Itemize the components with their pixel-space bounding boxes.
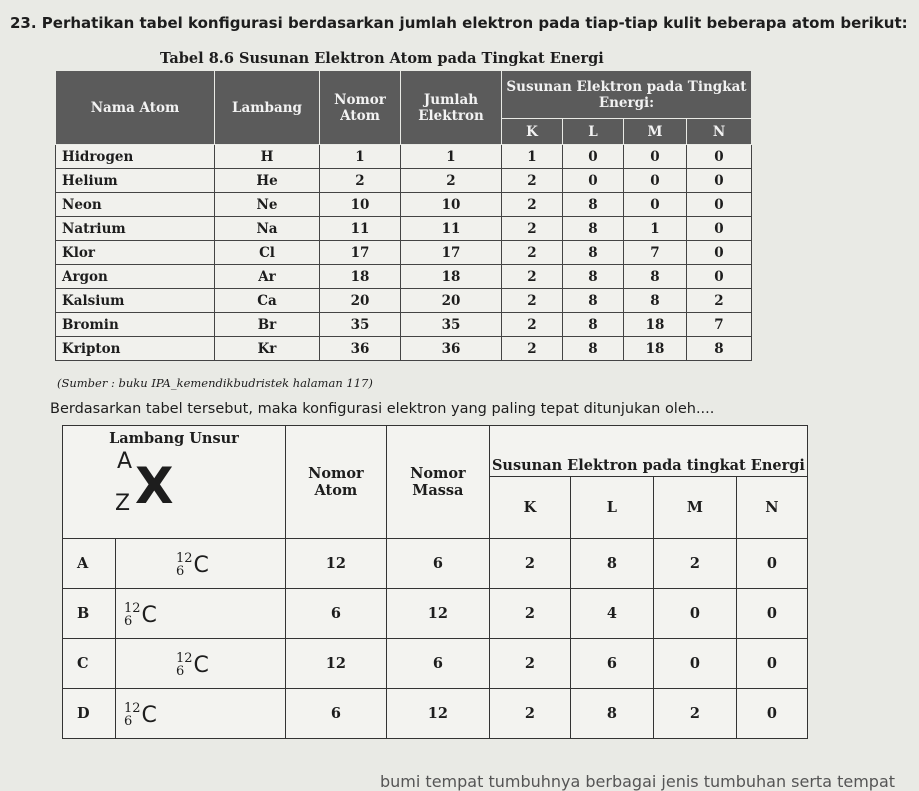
option-shell-m: 2	[653, 689, 736, 739]
table-cell: 2	[502, 337, 563, 361]
option-shell-n: 0	[736, 689, 807, 739]
table-cell: 35	[401, 313, 502, 337]
nuclide-element: C	[141, 602, 157, 628]
col-header-name: Nama Atom	[56, 71, 215, 145]
table-cell: 7	[687, 313, 752, 337]
col-header-m: M	[653, 477, 736, 539]
table-row	[56, 265, 752, 289]
table-cell: 2	[502, 217, 563, 241]
table-cell: Natrium	[56, 217, 215, 241]
col-header-energy-levels: Susunan Elektron pada tingkat Energi	[489, 426, 807, 477]
electron-config-reference-table	[55, 70, 752, 361]
table-cell: 2	[502, 289, 563, 313]
table-cell: 11	[320, 217, 401, 241]
col-header-m: M	[624, 119, 687, 145]
option-nuclide	[116, 639, 286, 689]
table-cell: 35	[320, 313, 401, 337]
option-mass-number: 6	[386, 639, 489, 689]
table-cell: Klor	[56, 241, 215, 265]
col-header-n: N	[736, 477, 807, 539]
col-header-k: K	[489, 477, 570, 539]
table-cell: Bromin	[56, 313, 215, 337]
option-shell-n: 0	[736, 639, 807, 689]
table-caption: Tabel 8.6 Susunan Elektron Atom pada Tingkat Energi	[160, 50, 604, 67]
table-cell: 0	[624, 169, 687, 193]
table-cell: 20	[320, 289, 401, 313]
question-prompt: Berdasarkan tabel tersebut, maka konfigurasi elektron yang paling tepat ditunjukan oleh....	[50, 401, 715, 417]
table-cell: 36	[320, 337, 401, 361]
option-mass-number: 12	[386, 589, 489, 639]
cut-off-text: bumi tempat tumbuhnya berbagai jenis tumbuhan serta tempat	[380, 772, 896, 791]
col-header-k: K	[502, 119, 563, 145]
table-cell: 8	[624, 289, 687, 313]
table-cell: 2	[401, 169, 502, 193]
table-row	[56, 337, 752, 361]
table-cell: 2	[502, 265, 563, 289]
table-cell: 0	[563, 145, 624, 169]
option-shell-k: 2	[489, 689, 570, 739]
nuclide-atomic: 6	[124, 614, 133, 629]
table-row	[56, 145, 752, 169]
nuclide-notation-diagram	[63, 447, 285, 521]
table-cell: He	[215, 169, 320, 193]
nuclide-symbol	[124, 702, 157, 728]
option-shell-m: 0	[653, 639, 736, 689]
table-cell: Neon	[56, 193, 215, 217]
nuclide-symbol	[176, 652, 209, 678]
table-cell: Helium	[56, 169, 215, 193]
table-row	[56, 313, 752, 337]
table-cell: 2	[502, 313, 563, 337]
nuclide-element: C	[193, 552, 209, 578]
nuclide-mass: 12	[124, 701, 141, 716]
table-cell: 1	[502, 145, 563, 169]
table-cell: 10	[401, 193, 502, 217]
nuclide-mass: 12	[176, 651, 193, 666]
table-cell: 8	[563, 193, 624, 217]
answer-options-table	[62, 425, 808, 739]
table-cell: Kripton	[56, 337, 215, 361]
option-shell-k: 2	[489, 539, 570, 589]
table-cell: 8	[563, 313, 624, 337]
nuclide-element: C	[193, 652, 209, 678]
table-cell: 8	[563, 337, 624, 361]
table-cell: 10	[320, 193, 401, 217]
table-cell: 2	[502, 241, 563, 265]
table-cell: 0	[624, 145, 687, 169]
nuclide-mass: 12	[176, 551, 193, 566]
option-shell-k: 2	[489, 589, 570, 639]
option-atomic-number: 12	[285, 639, 386, 689]
table-cell: 0	[687, 265, 752, 289]
option-letter[interactable]: D	[63, 689, 116, 739]
table-cell: 36	[401, 337, 502, 361]
option-shell-l: 8	[570, 539, 653, 589]
option-atomic-number: 12	[285, 539, 386, 589]
col-header-number: Nomor Atom	[320, 71, 401, 145]
option-atomic-number: 6	[285, 589, 386, 639]
table-cell: 8	[563, 289, 624, 313]
option-shell-m: 2	[653, 539, 736, 589]
nuclide-element: C	[141, 702, 157, 728]
table-row	[56, 193, 752, 217]
table-cell: Cl	[215, 241, 320, 265]
table-cell: 8	[563, 265, 624, 289]
option-atomic-number: 6	[285, 689, 386, 739]
option-shell-l: 8	[570, 689, 653, 739]
table-cell: 8	[687, 337, 752, 361]
option-nuclide	[116, 539, 286, 589]
nuclide-atomic: 6	[176, 564, 185, 579]
symbol-notation-label: Lambang Unsur	[109, 430, 239, 447]
nuclide-symbol	[176, 552, 209, 578]
question-text: 23. Perhatikan tabel konfigurasi berdasarkan jumlah elektron pada tiap-tiap kulit beberapa atom berikut:	[10, 14, 908, 32]
table-cell: 0	[687, 145, 752, 169]
col-header-atomic-number: Nomor Atom	[285, 426, 386, 539]
table-row	[56, 169, 752, 193]
nuclide-atomic: 6	[124, 714, 133, 729]
option-letter[interactable]: B	[63, 589, 116, 639]
option-letter[interactable]: A	[63, 539, 116, 589]
option-mass-number: 6	[386, 539, 489, 589]
table-cell: Argon	[56, 265, 215, 289]
table-cell: Ca	[215, 289, 320, 313]
table-cell: 1	[624, 217, 687, 241]
option-shell-n: 0	[736, 589, 807, 639]
nuclide-mass: 12	[124, 601, 141, 616]
option-shell-k: 2	[489, 639, 570, 689]
col-header-symbol-notation	[63, 426, 286, 539]
option-letter[interactable]: C	[63, 639, 116, 689]
table-cell: H	[215, 145, 320, 169]
nuclide-atomic: 6	[176, 664, 185, 679]
table-cell: 7	[624, 241, 687, 265]
table-cell: Hidrogen	[56, 145, 215, 169]
table-cell: 2	[502, 169, 563, 193]
table-cell: 0	[624, 193, 687, 217]
table-cell: 2	[502, 193, 563, 217]
table-row	[56, 241, 752, 265]
col-header-l: L	[563, 119, 624, 145]
table-cell: 0	[687, 193, 752, 217]
option-mass-number: 12	[386, 689, 489, 739]
option-row[interactable]	[63, 589, 808, 639]
col-header-symbol: Lambang	[215, 71, 320, 145]
table-cell: 2	[320, 169, 401, 193]
table-cell: Kalsium	[56, 289, 215, 313]
table-cell: 8	[624, 265, 687, 289]
table-row	[56, 289, 752, 313]
table-cell: 18	[624, 313, 687, 337]
atomic-number-label: Z	[115, 491, 131, 516]
option-shell-m: 0	[653, 589, 736, 639]
table-cell: 2	[687, 289, 752, 313]
source-note: (Sumber : buku IPA_kemendikbudristek halaman 117)	[57, 376, 373, 390]
table-cell: Na	[215, 217, 320, 241]
table-cell: 0	[687, 169, 752, 193]
table-cell: 0	[687, 217, 752, 241]
table-cell: Kr	[215, 337, 320, 361]
option-shell-l: 6	[570, 639, 653, 689]
table-row	[56, 217, 752, 241]
table-cell: 8	[563, 217, 624, 241]
mass-number-label: A	[117, 449, 133, 474]
table-cell: 0	[687, 241, 752, 265]
option-shell-l: 4	[570, 589, 653, 639]
col-header-l: L	[570, 477, 653, 539]
table-cell: Ar	[215, 265, 320, 289]
col-header-shells: Susunan Elektron pada Tingkat Energi:	[502, 71, 752, 119]
option-row[interactable]	[63, 539, 808, 589]
option-nuclide	[116, 689, 286, 739]
col-header-n: N	[687, 119, 752, 145]
table-cell: 17	[320, 241, 401, 265]
option-row[interactable]	[63, 639, 808, 689]
element-symbol-label: X	[135, 457, 174, 515]
col-header-mass-number: Nomor Massa	[386, 426, 489, 539]
table-cell: Br	[215, 313, 320, 337]
table-cell: 1	[320, 145, 401, 169]
table-cell: 0	[563, 169, 624, 193]
table-cell: 8	[563, 241, 624, 265]
table-cell: 18	[320, 265, 401, 289]
table-cell: 18	[401, 265, 502, 289]
table-cell: 1	[401, 145, 502, 169]
nuclide-symbol	[124, 602, 157, 628]
col-header-electrons: Jumlah Elektron	[401, 71, 502, 145]
option-nuclide	[116, 589, 286, 639]
option-row[interactable]	[63, 689, 808, 739]
table-cell: 17	[401, 241, 502, 265]
option-shell-n: 0	[736, 539, 807, 589]
table-cell: 11	[401, 217, 502, 241]
table-cell: 20	[401, 289, 502, 313]
table-cell: 18	[624, 337, 687, 361]
table-cell: Ne	[215, 193, 320, 217]
